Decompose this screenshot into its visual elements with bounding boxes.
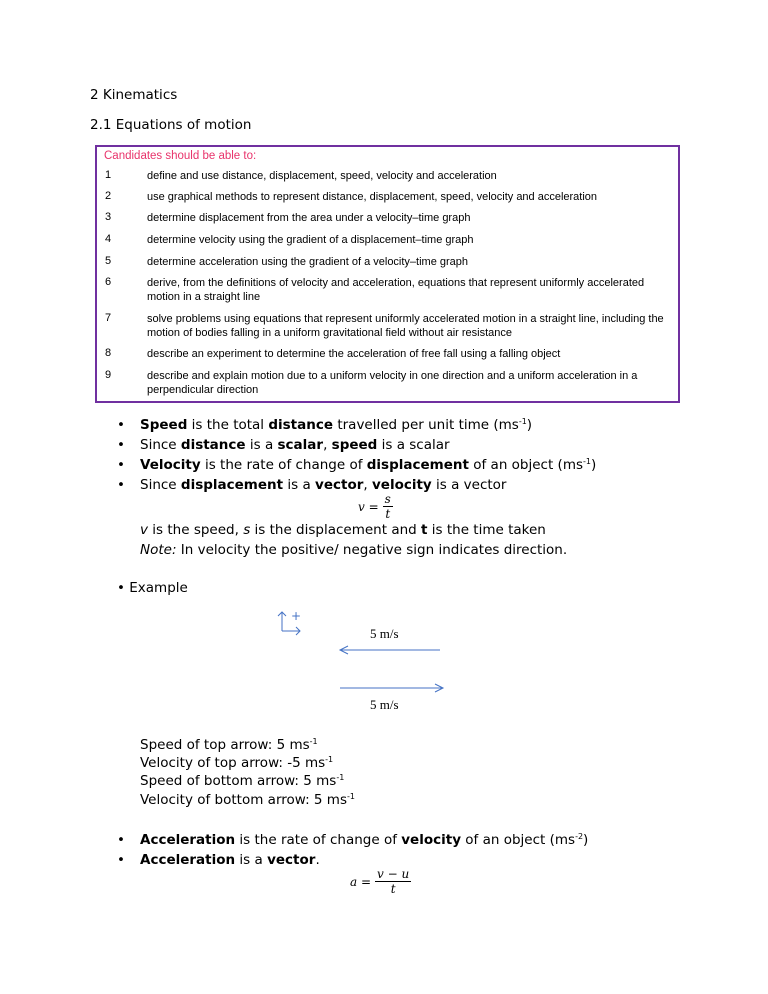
up-axis-icon [278, 612, 286, 631]
result-line [140, 773, 344, 789]
t: is a vector [431, 477, 507, 493]
example-bullet: • Example [117, 580, 188, 596]
t: vector [315, 477, 364, 493]
velocity-vector [140, 477, 507, 493]
t: is a [283, 477, 316, 493]
t: speed [331, 437, 378, 453]
objectives-header: Candidates should be able to: [104, 150, 257, 162]
subheading: 2.1 Equations of motion [90, 117, 252, 133]
t: is the rate of change of [200, 457, 367, 473]
t: velocity [371, 477, 432, 493]
objective-text: determine acceleration using the gradient of a velocity–time graph [147, 256, 469, 268]
t: is a [245, 437, 278, 453]
t: -2 [575, 832, 584, 841]
heading: 2 Kinematics [90, 87, 178, 103]
t: Acceleration [140, 832, 236, 848]
t: s [243, 522, 251, 538]
t: In velocity the positive/ negative sign indicates direction. [176, 542, 568, 558]
t: distance [180, 437, 246, 453]
result-line [140, 737, 318, 753]
t: velocity [401, 832, 461, 848]
top-arrow [340, 646, 440, 654]
t: Example [129, 580, 188, 596]
speed-scalar [140, 437, 450, 453]
objective-number: 5 [105, 255, 112, 267]
t: is the rate of change of [235, 832, 402, 848]
objective-text: use graphical methods to represent distance, displacement, speed, velocity and acceleration [147, 191, 598, 203]
t: Speed of top arrow: 5 ms [140, 737, 310, 753]
objective-number: 6 [105, 276, 112, 288]
t: is the time taken [427, 522, 546, 538]
t: -1 [346, 792, 355, 801]
acceleration-definition [140, 832, 588, 848]
bullet: • [117, 457, 125, 473]
bottom-arrow [340, 684, 443, 692]
t: -1 [518, 417, 527, 426]
bullet: • [117, 477, 125, 493]
top-label: 5 m/s [370, 626, 399, 641]
right-axis-icon [282, 627, 300, 635]
t: is the displacement and [250, 522, 422, 538]
t: is a [235, 852, 268, 868]
plus-sign: + [291, 609, 302, 623]
t: Velocity [140, 457, 201, 473]
objective-number: 9 [105, 369, 112, 381]
t: v − u [377, 867, 410, 881]
bullet: • [117, 417, 125, 433]
t: -1 [325, 755, 334, 764]
t: ) [591, 457, 597, 473]
t: scalar [277, 437, 324, 453]
t: ) [583, 832, 589, 848]
variables-line [140, 522, 546, 538]
t: v [140, 522, 148, 538]
t: . [315, 852, 320, 868]
t: s [384, 492, 391, 506]
t: ) [526, 417, 533, 433]
objective-number: 4 [105, 233, 112, 245]
t: t [390, 882, 396, 896]
objective-number: 2 [105, 190, 112, 202]
formula-velocity [358, 492, 393, 521]
t: Speed of bottom arrow: 5 ms [140, 773, 337, 789]
objective-text: derive, from the definitions of velocity and acceleration, equations that represent uniformly accelerated motion in a straight line [147, 277, 645, 303]
objective-text: describe an experiment to determine the acceleration of free fall using a falling object [147, 348, 561, 360]
t: v = [358, 499, 379, 514]
bottom-label: 5 m/s [370, 697, 399, 712]
objective-text: describe and explain motion due to a uniform velocity in one direction and a uniform acceleration in a perpendicular direction [147, 370, 638, 396]
t: displacement [366, 457, 469, 473]
t: Velocity of top arrow: -5 ms [140, 755, 326, 771]
t: is a scalar [377, 437, 450, 453]
t: -1 [583, 457, 591, 466]
result-line [140, 792, 355, 808]
objective-text: determine displacement from the area under a velocity–time graph [147, 212, 471, 224]
bullet: • [117, 437, 125, 453]
objective-number: 7 [105, 312, 112, 324]
t: of an object (ms [461, 832, 576, 848]
t: Note: [140, 542, 177, 558]
t: Since [140, 477, 181, 493]
t: , [323, 437, 332, 453]
velocity-definition [140, 457, 596, 473]
formula-acceleration [350, 867, 411, 896]
objectives-box [95, 145, 680, 403]
t: -1 [309, 737, 318, 746]
objective-number: 8 [105, 347, 112, 359]
acceleration-vector [140, 852, 320, 868]
t: , [363, 477, 372, 493]
t: Since [140, 437, 181, 453]
t: Speed [140, 417, 188, 433]
objective-number: 1 [105, 169, 112, 181]
t: of an object (ms [468, 457, 584, 473]
objective-text: solve problems using equations that represent uniformly accelerated motion in a straight line, including the motion of bodies falling in a uniform gravitational field without air resistance [147, 313, 664, 339]
t: Velocity of bottom arrow: 5 ms [140, 792, 347, 808]
objective-text: define and use distance, displacement, speed, velocity and acceleration [147, 170, 497, 182]
bullet: • [117, 832, 125, 848]
objective-text: determine velocity using the gradient of a displacement–time graph [147, 234, 474, 246]
t: -1 [336, 773, 345, 782]
objective-number: 3 [105, 211, 112, 223]
t: a = [350, 874, 372, 889]
t: is the speed, [148, 522, 244, 538]
result-line [140, 755, 333, 771]
bullet: • [117, 852, 125, 868]
arrow-diagram [270, 605, 460, 715]
t: displacement [180, 477, 284, 493]
t: is the total [187, 417, 269, 433]
t: t [421, 522, 428, 538]
t: distance [268, 417, 334, 433]
t: Acceleration [140, 852, 236, 868]
t: travelled per unit time (ms [333, 417, 519, 433]
t: t [385, 507, 391, 521]
note-line [140, 542, 567, 558]
t: vector [267, 852, 316, 868]
speed-definition [140, 417, 532, 433]
